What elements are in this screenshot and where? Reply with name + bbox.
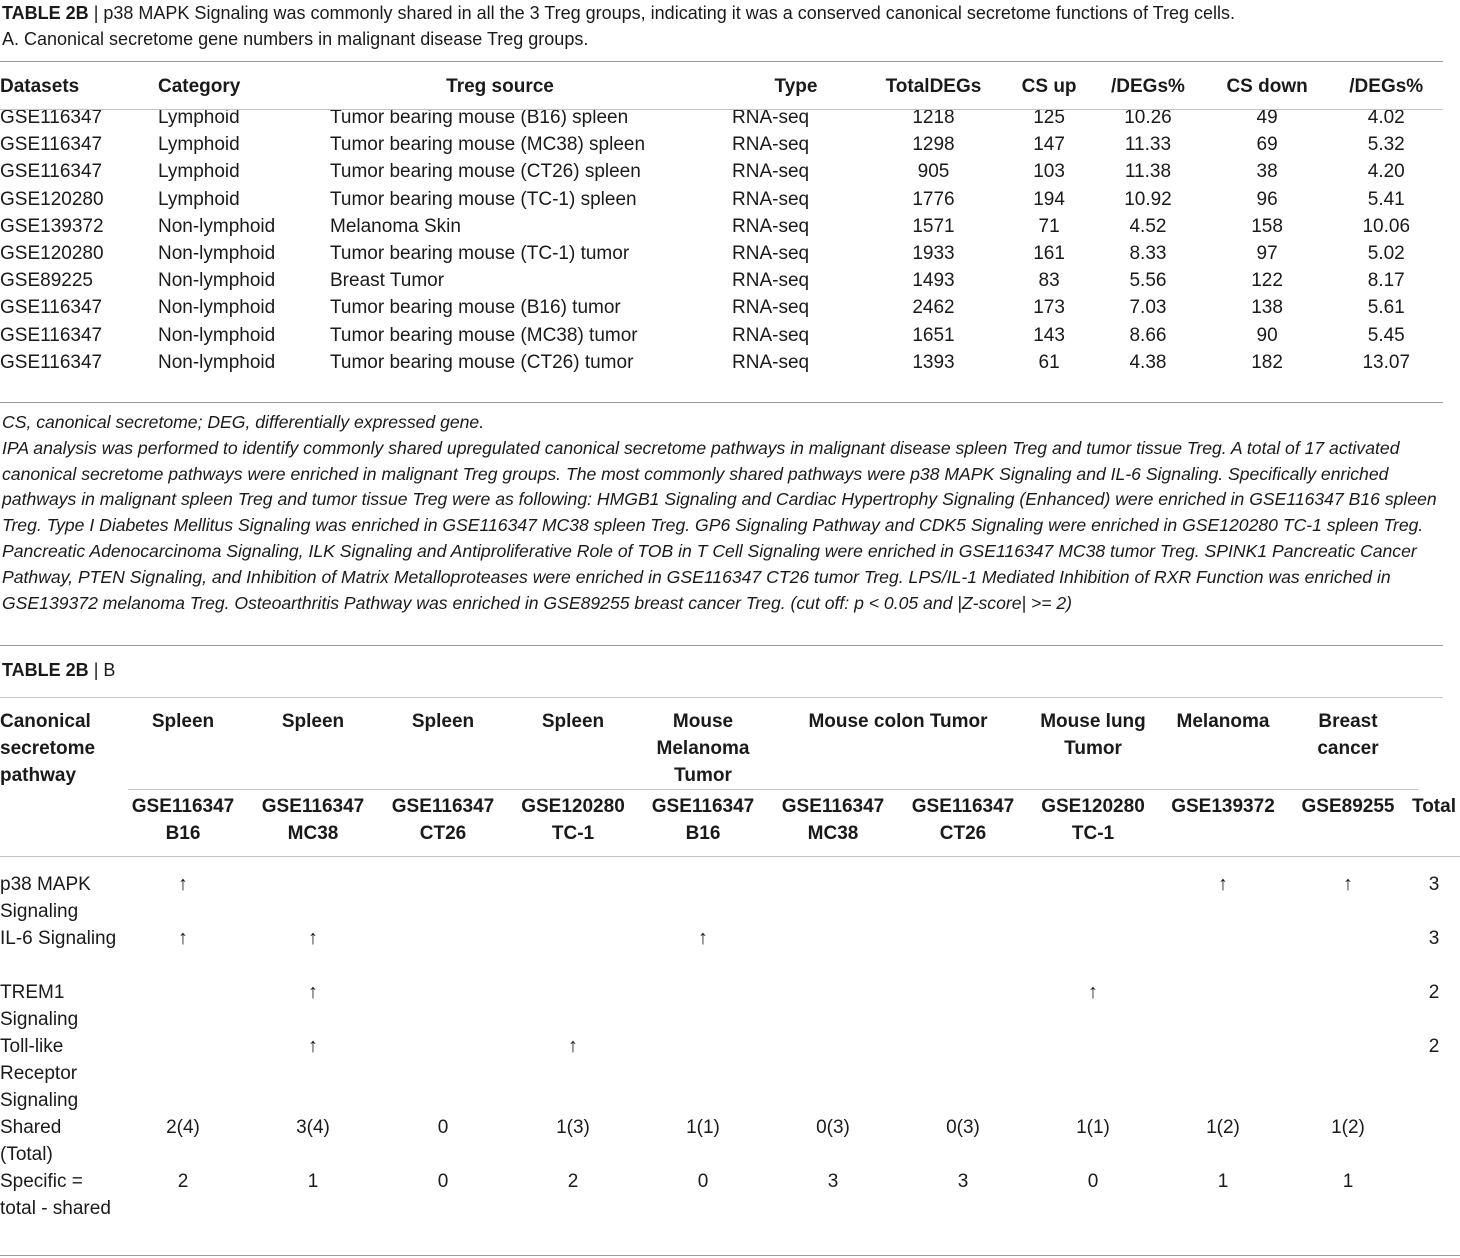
table-cell [508, 979, 638, 1033]
table-cell: 147 [1033, 134, 1065, 156]
table-cell [768, 979, 898, 1033]
table-cell [1158, 979, 1288, 1033]
table-cell [508, 857, 638, 925]
pathway-label: Shared (Total) [0, 1117, 62, 1165]
table-cell: 1(3) [556, 1117, 590, 1138]
table-cell: 5.56 [1129, 270, 1167, 292]
dataset-header: GSE89255 [1301, 796, 1395, 817]
table-cell: 138 [1251, 297, 1283, 319]
up-arrow-icon: ↑ [178, 873, 188, 895]
row-header-label: Canonical secretome pathway [0, 711, 96, 786]
table-cell: 10.26 [1124, 107, 1172, 129]
table-cell: Tumor bearing mouse (TC-1) tumor [330, 243, 630, 265]
table-cell: Tumor bearing mouse (CT26) tumor [330, 351, 634, 373]
table-row [0, 294, 1443, 321]
table-cell [118, 1033, 248, 1114]
table-cell [1158, 1033, 1288, 1114]
group-header: Mouse Melanoma Tumor [656, 711, 750, 786]
table-b-bottom-rule [0, 1255, 1460, 1256]
table-cell: Tumor bearing mouse (B16) spleen [330, 107, 629, 129]
table-cell: RNA-seq [732, 188, 810, 210]
table-cell [1288, 1033, 1408, 1114]
table-cell: 194 [1033, 188, 1065, 210]
table-cell: 4.38 [1129, 351, 1167, 373]
table-cell: GSE116347 [0, 134, 103, 156]
table-cell: 3 [827, 1171, 839, 1192]
table-cell: 5.45 [1367, 324, 1405, 346]
table-cell: 1651 [912, 324, 955, 346]
group-header: Spleen [411, 711, 475, 732]
table-a [0, 70, 1443, 376]
col-header: TotalDEGs [885, 76, 982, 97]
table-cell: GSE116347 [0, 351, 103, 373]
table-cell: Lymphoid [158, 188, 240, 210]
table-notes [2, 410, 1444, 616]
up-arrow-icon: ↑ [568, 1035, 578, 1057]
table-cell: GSE120280 [0, 188, 104, 210]
table-row [0, 349, 1443, 376]
table-row [0, 322, 1443, 349]
table-cell: Tumor bearing mouse (MC38) tumor [330, 324, 638, 346]
table-cell: 7.03 [1129, 297, 1167, 319]
dataset-header: GSE116347 B16 [651, 796, 755, 844]
up-arrow-icon: ↑ [308, 927, 318, 949]
table-cell: 10.92 [1124, 188, 1172, 210]
table-cell: RNA-seq [732, 270, 810, 292]
table-cell: 5.61 [1367, 297, 1405, 319]
up-arrow-icon: ↑ [1343, 873, 1353, 895]
table-cell: GSE116347 [0, 107, 103, 129]
table-cell: 2 [177, 1171, 189, 1192]
table-row [0, 1168, 1460, 1249]
notes-body: IPA analysis was performed to identify commonly shared upregulated canonical secretome pathways in malignant disease spleen Treg and tumor tissue Treg. A total of 17 activated canonical secretome pathways were enriched in malignant Treg groups. The most commonly shared pathways were p38 MAPK Signaling and IL-6 Signaling. Specifically enriched pathways in malignant spleen Treg and tumor tissue Treg were as following: HMGB1 Signaling and Cardiac Hypertrophy Signaling (Enhanced) were enriched in GSE116347 B16 spleen Treg. Type I Diabetes Mellitus Signaling was enriched in GSE116347 MC38 spleen Treg. GP6 Signaling Pathway and CDK5 Signaling were enriched in GSE120280 TC-1 spleen Treg. Pancreatic Adenocarcinoma Signaling, ILK Signaling and Antiproliferative Role of TOB in T Cell Signaling were enriched in GSE116347 MC38 tumor Treg. SPINK1 Pancreatic Cancer Pathway, PTEN Signaling, and Inhibition of Matrix Metalloproteases were enriched in GSE116347 CT26 tumor Treg. LPS/IL-1 Mediated Inhibition of RXR Function was enriched in GSE139372 melanoma Treg. Osteoarthritis Pathway was enriched in GSE89255 breast cancer Treg. (cut off: p < 0.05 and |Z-score| >= 2) [2, 437, 1437, 613]
table-a-header-rule [0, 109, 1443, 110]
col-header: Type [774, 76, 818, 97]
table-cell: 1393 [912, 351, 955, 373]
table-cell [1028, 1033, 1158, 1114]
table-cell: 0 [1087, 1171, 1099, 1192]
table-cell: 96 [1256, 188, 1278, 210]
table-cell [638, 857, 768, 925]
table-cell: Tumor bearing mouse (B16) tumor [330, 297, 621, 319]
table-cell: Non-lymphoid [158, 351, 276, 373]
table-cell [118, 979, 248, 1033]
table-cell: 49 [1256, 107, 1278, 129]
dataset-header: Total [1412, 796, 1456, 817]
table-cell: GSE89225 [0, 270, 93, 292]
table-cell: GSE116347 [0, 297, 103, 319]
table-cell [898, 857, 1028, 925]
table-cell [248, 857, 378, 925]
table-cell: Non-lymphoid [158, 215, 276, 237]
table-cell: 8.17 [1367, 270, 1405, 292]
table-cell: 13.07 [1362, 351, 1411, 373]
col-header: /DEGs% [1349, 76, 1424, 97]
table-cell: 3 [1428, 928, 1440, 949]
up-arrow-icon: ↑ [308, 1035, 318, 1057]
table-cell: 3 [1428, 874, 1440, 895]
col-header: Treg source [446, 76, 554, 97]
table-cell: RNA-seq [732, 107, 810, 129]
table-cell: RNA-seq [732, 324, 810, 346]
table-row [0, 186, 1443, 213]
dataset-header: GSE116347 B16 [131, 796, 235, 844]
table-row [0, 240, 1443, 267]
table-cell: 83 [1038, 270, 1060, 292]
table-b-title-text: B [103, 660, 116, 680]
table-cell [378, 979, 508, 1033]
up-arrow-icon: ↑ [308, 981, 318, 1003]
table-cell: 38 [1256, 161, 1278, 183]
dataset-header: GSE116347 CT26 [911, 796, 1015, 844]
table-cell: 1 [1342, 1171, 1354, 1192]
table-cell [898, 925, 1028, 979]
table-cell [768, 1033, 898, 1114]
table-cell [638, 1033, 768, 1114]
group-header: Breast cancer [1317, 711, 1379, 759]
table-b-label: TABLE 2B [2, 660, 89, 680]
dataset-header: GSE139372 [1171, 796, 1275, 817]
up-arrow-icon: ↑ [698, 927, 708, 949]
group-header: Melanoma [1176, 711, 1270, 732]
table-cell [1288, 925, 1408, 979]
table-cell: RNA-seq [732, 351, 810, 373]
table-cell: Non-lymphoid [158, 297, 276, 319]
table-b-title [2, 660, 115, 681]
table-cell: Tumor bearing mouse (MC38) spleen [330, 134, 646, 156]
group-header: Mouse colon Tumor [808, 711, 988, 732]
table-cell: 90 [1256, 324, 1278, 346]
table-cell: 1493 [912, 270, 955, 292]
caption-label: TABLE 2B [2, 3, 89, 23]
table-cell: GSE120280 [0, 243, 104, 265]
table-cell: 3 [957, 1171, 969, 1192]
table-cell [898, 1033, 1028, 1114]
table-cell: Lymphoid [158, 107, 240, 129]
table-b-top-rule [0, 645, 1443, 646]
table-cell [1288, 979, 1408, 1033]
table-cell: 8.33 [1129, 243, 1167, 265]
table-cell [638, 979, 768, 1033]
table-cell [378, 1033, 508, 1114]
table-row [0, 857, 1460, 925]
pathway-label: IL-6 Signaling [0, 928, 117, 949]
table-cell: 69 [1256, 134, 1278, 156]
table-cell: 1933 [912, 243, 955, 265]
table-cell: 4.52 [1129, 215, 1167, 237]
table-cell: RNA-seq [732, 215, 810, 237]
table-cell [768, 925, 898, 979]
table-a-top-rule [0, 61, 1443, 62]
table-cell: Non-lymphoid [158, 270, 276, 292]
table-cell: 4.20 [1367, 161, 1405, 183]
table-row [0, 213, 1443, 240]
col-header: /DEGs% [1111, 76, 1185, 97]
table-row [0, 979, 1460, 1033]
dataset-header: GSE120280 TC-1 [1041, 796, 1145, 844]
group-header: Spleen [151, 711, 215, 732]
table-cell: 0(3) [946, 1117, 980, 1138]
table-cell: 5.32 [1367, 134, 1405, 156]
caption-separator: | [93, 3, 99, 23]
up-arrow-icon: ↑ [178, 927, 188, 949]
table-cell [898, 979, 1028, 1033]
table-row [0, 925, 1460, 979]
caption-subtitle: A. Canonical secretome gene numbers in malignant disease Treg groups. [2, 29, 589, 49]
table-cell: 5.02 [1367, 243, 1405, 265]
table-cell [1408, 1114, 1460, 1168]
table-cell [378, 925, 508, 979]
col-header: CS down [1226, 76, 1308, 97]
table-cell: 1776 [912, 188, 955, 210]
notes-abbreviations: CS, canonical secretome; DEG, differentially expressed gene. [2, 412, 485, 432]
table-cell [508, 925, 638, 979]
table-cell: 1(2) [1206, 1117, 1240, 1138]
group-header: Spleen [541, 711, 605, 732]
table-cell: 10.06 [1362, 215, 1411, 237]
table-cell: 125 [1033, 107, 1065, 129]
caption-text: p38 MAPK Signaling was commonly shared in all the 3 Treg groups, indicating it was a conserved canonical secretome functions of Treg cells. [103, 3, 1235, 23]
table-b-header-rule [0, 856, 1460, 857]
table-cell: Non-lymphoid [158, 324, 276, 346]
table-row [0, 131, 1443, 158]
table-cell: 0 [437, 1117, 449, 1138]
group-header: Spleen [281, 711, 345, 732]
table-cell: 5.41 [1367, 188, 1405, 210]
group-header: Mouse lung Tumor [1040, 711, 1146, 759]
table-cell: 1 [1217, 1171, 1229, 1192]
table-cell: 2 [1428, 982, 1440, 1003]
table-cell [768, 857, 898, 925]
table-row [0, 158, 1443, 185]
pathway-label: Specific = total - shared [0, 1171, 111, 1219]
table-cell [1028, 925, 1158, 979]
up-arrow-icon: ↑ [1088, 981, 1098, 1003]
table-cell: 1(2) [1331, 1117, 1365, 1138]
table-cell: 103 [1033, 161, 1065, 183]
table-cell: 0(3) [816, 1117, 850, 1138]
table-cell: 71 [1038, 215, 1060, 237]
dataset-header: GSE116347 MC38 [261, 796, 365, 844]
table-cell: 122 [1251, 270, 1283, 292]
table-cell: RNA-seq [732, 161, 810, 183]
table-cell: 2(4) [166, 1117, 200, 1138]
pathway-label: TREM1 Signaling [0, 982, 79, 1030]
table-row [0, 267, 1443, 294]
table-cell: 8.66 [1129, 324, 1167, 346]
table-cell: GSE116347 [0, 161, 103, 183]
table-cell: Breast Tumor [330, 270, 445, 292]
table-cell: 158 [1251, 215, 1283, 237]
table-cell: 1 [307, 1171, 319, 1192]
table-b-group-rule [128, 789, 1418, 790]
col-header: Datasets [0, 76, 80, 97]
table-cell: 1218 [912, 107, 955, 129]
table-cell: 0 [437, 1171, 449, 1192]
table-cell: 61 [1038, 351, 1060, 373]
up-arrow-icon: ↑ [1218, 873, 1228, 895]
table-cell: 905 [917, 161, 950, 183]
table-cell: 4.02 [1367, 107, 1405, 129]
table-cell: 3(4) [296, 1117, 330, 1138]
table-cell: Melanoma Skin [330, 215, 461, 237]
table-b-separator: | [93, 660, 99, 680]
table-cell: 11.38 [1124, 161, 1172, 183]
table-cell: GSE139372 [0, 215, 104, 237]
dataset-header: GSE120280 TC-1 [521, 796, 625, 844]
table-row [0, 1033, 1460, 1114]
table-cell: 161 [1033, 243, 1065, 265]
table-cell: 1571 [912, 215, 955, 237]
col-header: CS up [1021, 76, 1077, 97]
table-row [0, 1114, 1460, 1168]
table-cell: Lymphoid [158, 161, 240, 183]
table-cell: 0 [697, 1171, 709, 1192]
table-cell: 1(1) [686, 1117, 720, 1138]
table-cell: 2462 [912, 297, 955, 319]
table-cell [1158, 925, 1288, 979]
table-cell: 2 [1428, 1036, 1440, 1057]
col-header: Category [158, 76, 241, 97]
table-cell: 182 [1251, 351, 1283, 373]
table-cell: 11.33 [1124, 134, 1172, 156]
table-cell: 1298 [912, 134, 955, 156]
table-cell [1028, 857, 1158, 925]
table-b-title-rule [0, 697, 1443, 698]
table-cell: RNA-seq [732, 297, 810, 319]
pathway-label: Toll-like Receptor Signaling [0, 1036, 79, 1111]
table-cell: Tumor bearing mouse (TC-1) spleen [330, 188, 637, 210]
table-cell: RNA-seq [732, 243, 810, 265]
table-cell: 2 [567, 1171, 579, 1192]
dataset-header: GSE116347 MC38 [781, 796, 885, 844]
table-cell: 173 [1033, 297, 1065, 319]
table-cell: Non-lymphoid [158, 243, 276, 265]
table-cell: 143 [1033, 324, 1065, 346]
table-cell: Tumor bearing mouse (CT26) spleen [330, 161, 641, 183]
table-cell: Lymphoid [158, 134, 240, 156]
dataset-header: GSE116347 CT26 [391, 796, 495, 844]
table-cell [378, 857, 508, 925]
pathway-label: p38 MAPK Signaling [0, 874, 91, 922]
table-cell: RNA-seq [732, 134, 810, 156]
table-cell: 97 [1256, 243, 1278, 265]
table-caption [2, 0, 1452, 52]
table-a-bottom-rule [0, 402, 1443, 403]
table-cell [1408, 1168, 1460, 1249]
table-cell: GSE116347 [0, 324, 103, 346]
table-cell: 1(1) [1076, 1117, 1110, 1138]
